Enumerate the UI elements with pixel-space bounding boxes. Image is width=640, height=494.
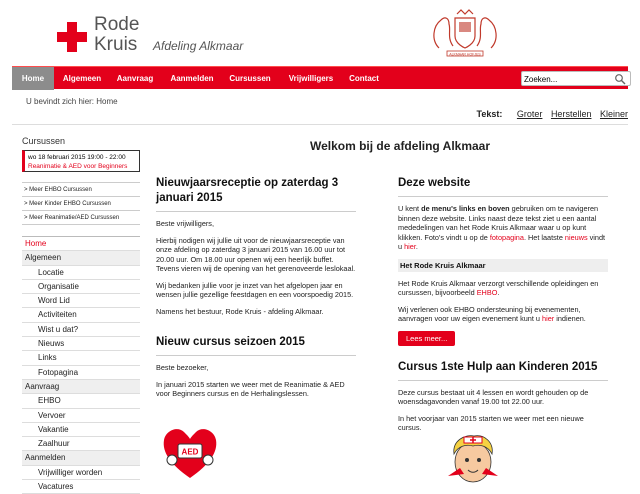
article-text: Hierbij nodigen wij jullie uit voor de nieuwjaarsreceptie van onze afdeling op zaterdag 3 januari 2015 van 16.00 uur tot 20.00 uur. Om 18.00 uur openen wij een heerlijk buffet. Tevens vieren wij de opening van het gerenoveerde leslokaal. (156, 235, 356, 273)
more-reanimatie-link[interactable]: > Meer Reanimatie/AED Cursussen (22, 211, 140, 225)
read-more-button[interactable]: Lees meer... (398, 331, 455, 346)
aed-label: AED (181, 447, 199, 457)
search-input[interactable] (524, 73, 612, 85)
article-title-cursus[interactable]: Nieuw cursus seizoen 2015 (156, 335, 356, 356)
hier-link[interactable]: hier (404, 242, 416, 251)
divider (12, 124, 628, 125)
sidebar-item-zaalhuur[interactable]: Zaalhuur (22, 437, 140, 451)
brand-line-1: Rode (94, 14, 140, 35)
right-column (398, 176, 608, 440)
article-text: Beste vrijwilligers, (156, 219, 214, 228)
sidebar-title: Cursussen (22, 136, 66, 146)
article-text: Namens het bestuur, Rode Kruis - afdeling Alkmaar. (156, 306, 324, 316)
section-title-website: Deze website (398, 176, 608, 197)
page-title: Welkom bij de afdeling Alkmaar (309, 139, 491, 153)
sidebar-item-vakantie[interactable]: Vakantie (22, 423, 140, 437)
more-kinder-ehbo-link[interactable]: > Meer Kinder EHBO Cursussen (22, 197, 140, 211)
search-icon[interactable] (614, 73, 626, 85)
website-text: Het Rode Kruis Alkmaar verzorgt verschillende opleidingen en cursussen, bijvoorbeeld EHBO. (398, 278, 599, 297)
sidebar-menu (22, 236, 140, 494)
nav-aanvraag[interactable]: Aanvraag (116, 74, 154, 83)
evenement-hier-link[interactable]: hier (542, 314, 555, 323)
left-column (156, 176, 356, 406)
more-courses-list (22, 182, 140, 225)
nav-cursussen[interactable]: Cursussen (229, 74, 271, 83)
article-title-receptie[interactable]: Nieuwjaarsreceptie op zaterdag 3 januari 2015 (156, 176, 356, 212)
sidebar-item-nieuws[interactable]: Nieuws (22, 337, 140, 351)
sidebar-item-links[interactable]: Links (22, 351, 140, 365)
kids-text: In het voorjaar van 2015 starten we weer met een nieuwe cursus. (398, 413, 584, 432)
brand-name[interactable] (94, 15, 139, 55)
course-name[interactable]: Reanimatie & AED voor Beginners (28, 163, 128, 170)
nav-home[interactable]: Home (12, 67, 54, 90)
sidebar-item-home[interactable]: Home (22, 237, 140, 251)
department-name: Afdeling Alkmaar (153, 39, 244, 53)
alkmaar-crest-icon (425, 8, 505, 60)
kids-text: Deze cursus bestaat uit 4 lessen en wordt gehouden op de woensdagavonden vanaf 19.00 tot 22.00 uur. (398, 387, 589, 406)
red-cross-logo-icon[interactable] (57, 22, 87, 52)
sidebar-item-vervoer[interactable]: Vervoer (22, 409, 140, 423)
sidebar-item-ehbo[interactable]: EHBO (22, 394, 140, 408)
text-reset-link[interactable]: Herstellen (550, 109, 592, 119)
ehbo-link[interactable]: EHBO (476, 288, 498, 297)
website-text: Wij verlenen ook EHBO ondersteuning bij evenementen, aanvragen voor uw eigen evenement kunt u hier indienen. (398, 304, 586, 323)
nieuws-link[interactable]: nieuws (564, 232, 588, 242)
nav-vrijwilligers[interactable]: Vrijwilligers (288, 74, 334, 83)
text-size-controls (477, 109, 628, 119)
sidebar (22, 136, 140, 494)
sidebar-item-activiteiten[interactable]: Activiteiten (22, 308, 140, 322)
article-text: Wij bedanken jullie voor je inzet van het afgelopen jaar en wensen jullie gezellige feestdagen en een voorspoedig 2015. (156, 280, 354, 299)
sidebar-item-algemeen[interactable]: Algemeen (22, 251, 140, 265)
sidebar-item-wist-u-dat[interactable]: Wist u dat? (22, 323, 140, 337)
sidebar-item-organisatie[interactable]: Organisatie (22, 280, 140, 294)
nav-algemeen[interactable]: Algemeen (62, 74, 102, 83)
course-announcement[interactable] (22, 150, 140, 172)
sidebar-item-locatie[interactable]: Locatie (22, 266, 140, 280)
main-nav (12, 66, 628, 89)
website-intro: U kent de menu's links en boven gebruiken om te navigeren binnen deze website. Links naast deze tekst ziet u een aantal mededelingen van het Rode Kruis Alkmaar waar u op kunt klikken. Foto's vindt u op de fotopagina. Het laatste nieuws vindt u hier. (398, 204, 606, 251)
sidebar-item-aanvraag[interactable]: Aanvraag (22, 380, 140, 394)
course-date: wo 18 februari 2015 19:00 - 22:00 (28, 154, 126, 161)
more-ehbo-link[interactable]: > Meer EHBO Cursussen (22, 183, 140, 197)
sidebar-item-aanmelden[interactable]: Aanmelden (22, 451, 140, 465)
section-title-kids[interactable]: Cursus 1ste Hulp aan Kinderen 2015 (398, 360, 608, 381)
text-size-label: Tekst: (476, 109, 503, 119)
fotopagina-link[interactable]: fotopagina (489, 232, 524, 242)
aed-heart-image[interactable] (160, 424, 220, 480)
subheading-rode-kruis: Het Rode Kruis Alkmaar (398, 259, 608, 272)
child-first-aid-image[interactable] (438, 432, 508, 480)
search-box (521, 71, 631, 86)
sidebar-item-vacatures[interactable]: Vacatures (22, 480, 140, 494)
sidebar-item-vrijwilliger-worden[interactable]: Vrijwilliger worden (22, 466, 140, 480)
crest-text: ALKMAAR HOFJES (449, 52, 481, 57)
article-text: In januari 2015 starten we weer met de Reanimatie & AED voor Beginners cursus en de Herhalingslessen. (156, 379, 345, 398)
text-larger-link[interactable]: Groter (516, 109, 543, 119)
sidebar-item-word-lid[interactable]: Word Lid (22, 294, 140, 308)
nav-aanmelden[interactable]: Aanmelden (170, 74, 214, 83)
sidebar-item-fotopagina[interactable]: Fotopagina (22, 366, 140, 380)
brand-line-2: Kruis (94, 34, 138, 55)
site-header (0, 0, 640, 66)
nav-contact[interactable]: Contact (349, 74, 379, 83)
text-smaller-link[interactable]: Kleiner (599, 109, 628, 119)
article-text: Beste bezoeker, (156, 363, 209, 372)
breadcrumb: U bevindt zich hier: Home (26, 97, 118, 106)
